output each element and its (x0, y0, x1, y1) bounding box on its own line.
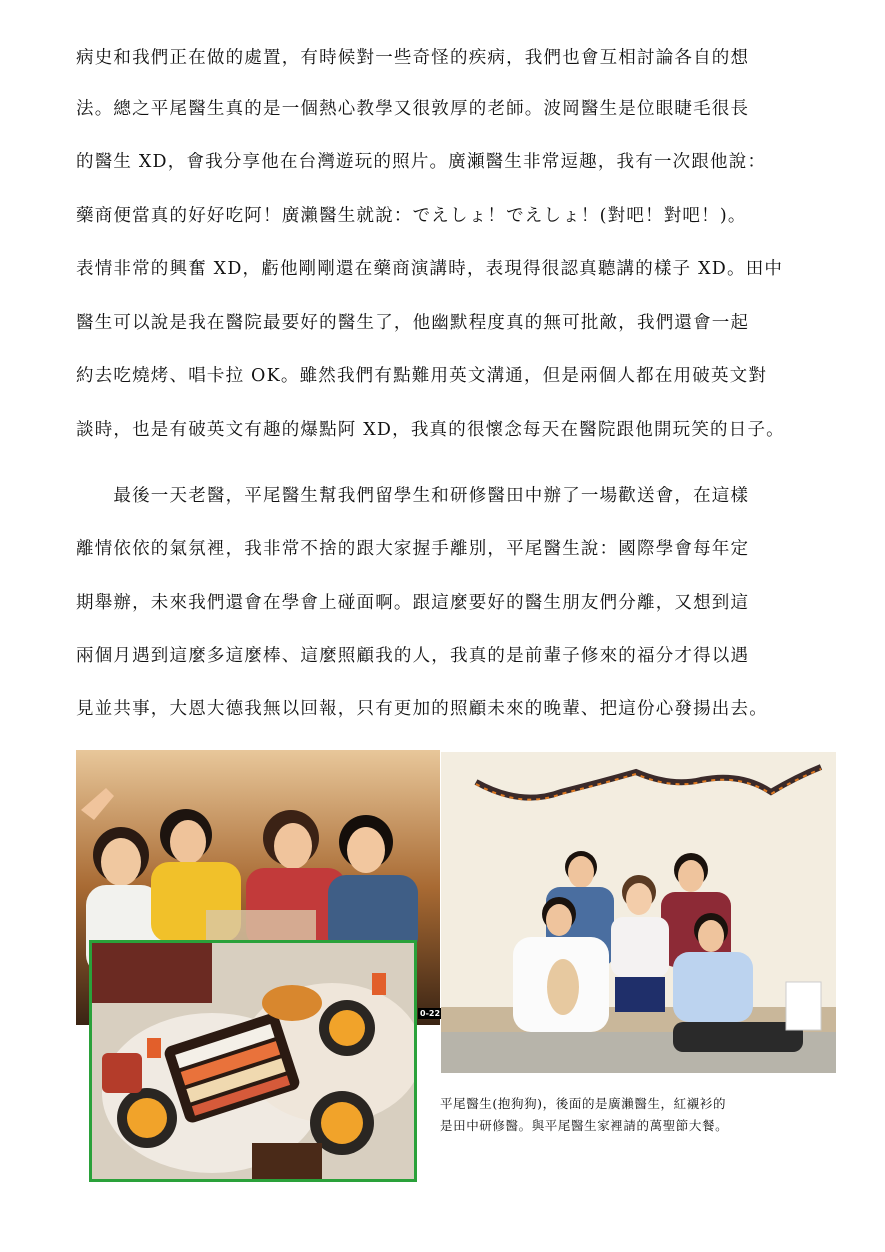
text-line: 法。總之平尾醫生真的是一個熱心教學又很敦厚的老師。波岡醫生是位眼睫毛很長 (76, 99, 750, 119)
photo-date-stamp: 0-22 (420, 1009, 441, 1018)
text-line: 約去吃燒烤、唱卡拉 OK。雖然我們有點難用英文溝通，但是兩個人都在用破英文對 (76, 366, 768, 386)
photo-caption-line: 是田中研修醫。與平尾醫生家裡請的萬聖節大餐。 (440, 1118, 729, 1133)
text-line: 病史和我們正在做的處置，有時候對一些奇怪的疾病，我們也會互相討論各自的想 (76, 48, 750, 68)
text-line: 醫生可以說是我在醫院最要好的醫生了，他幽默程度真的無可批敵，我們還會一起 (76, 313, 750, 333)
text-line: 離情依依的氣氛裡，我非常不捨的跟大家握手離別，平尾醫生說：國際學會每年定 (76, 539, 750, 559)
text-line: 兩個月遇到這麼多這麼棒、這麼照顧我的人，我真的是前輩子修來的福分才得以遇 (76, 646, 750, 666)
text-line: 的醫生 XD，會我分享他在台灣遊玩的照片。廣瀬醫生非常逗趣，我有一次跟他說： (76, 152, 767, 172)
halloween-dinner-photo (89, 940, 417, 1182)
text-line: 談時，也是有破英文有趣的爆點阿 XD，我真的很懷念每天在醫院跟他開玩笑的日子。 (76, 420, 785, 440)
text-line: 藥商便當真的好好吃阿！廣瀨醫生就說：でえしょ！でえしょ！(對吧！對吧！)。 (76, 206, 747, 226)
text-line: 最後一天老醫，平尾醫生幫我們留學生和研修醫田中辦了一場歡送會，在這樣 (76, 486, 750, 506)
text-line: 表情非常的興奮 XD，虧他剛剛還在藥商演講時，表現得很認真聽講的樣子 XD。田中 (76, 259, 784, 279)
halloween-group-photo (441, 752, 836, 1073)
text-line: 期舉辦，未來我們還會在學會上碰面啊。跟這麼要好的醫生朋友們分離，又想到這 (76, 593, 750, 613)
text-line: 見並共事，大恩大德我無以回報，只有更加的照顧未來的晚輩、把這份心發揚出去。 (76, 699, 768, 719)
photo-caption-line: 平尾醫生(抱狗狗)，後面的是廣瀨醫生，紅襯衫的 (440, 1096, 727, 1111)
